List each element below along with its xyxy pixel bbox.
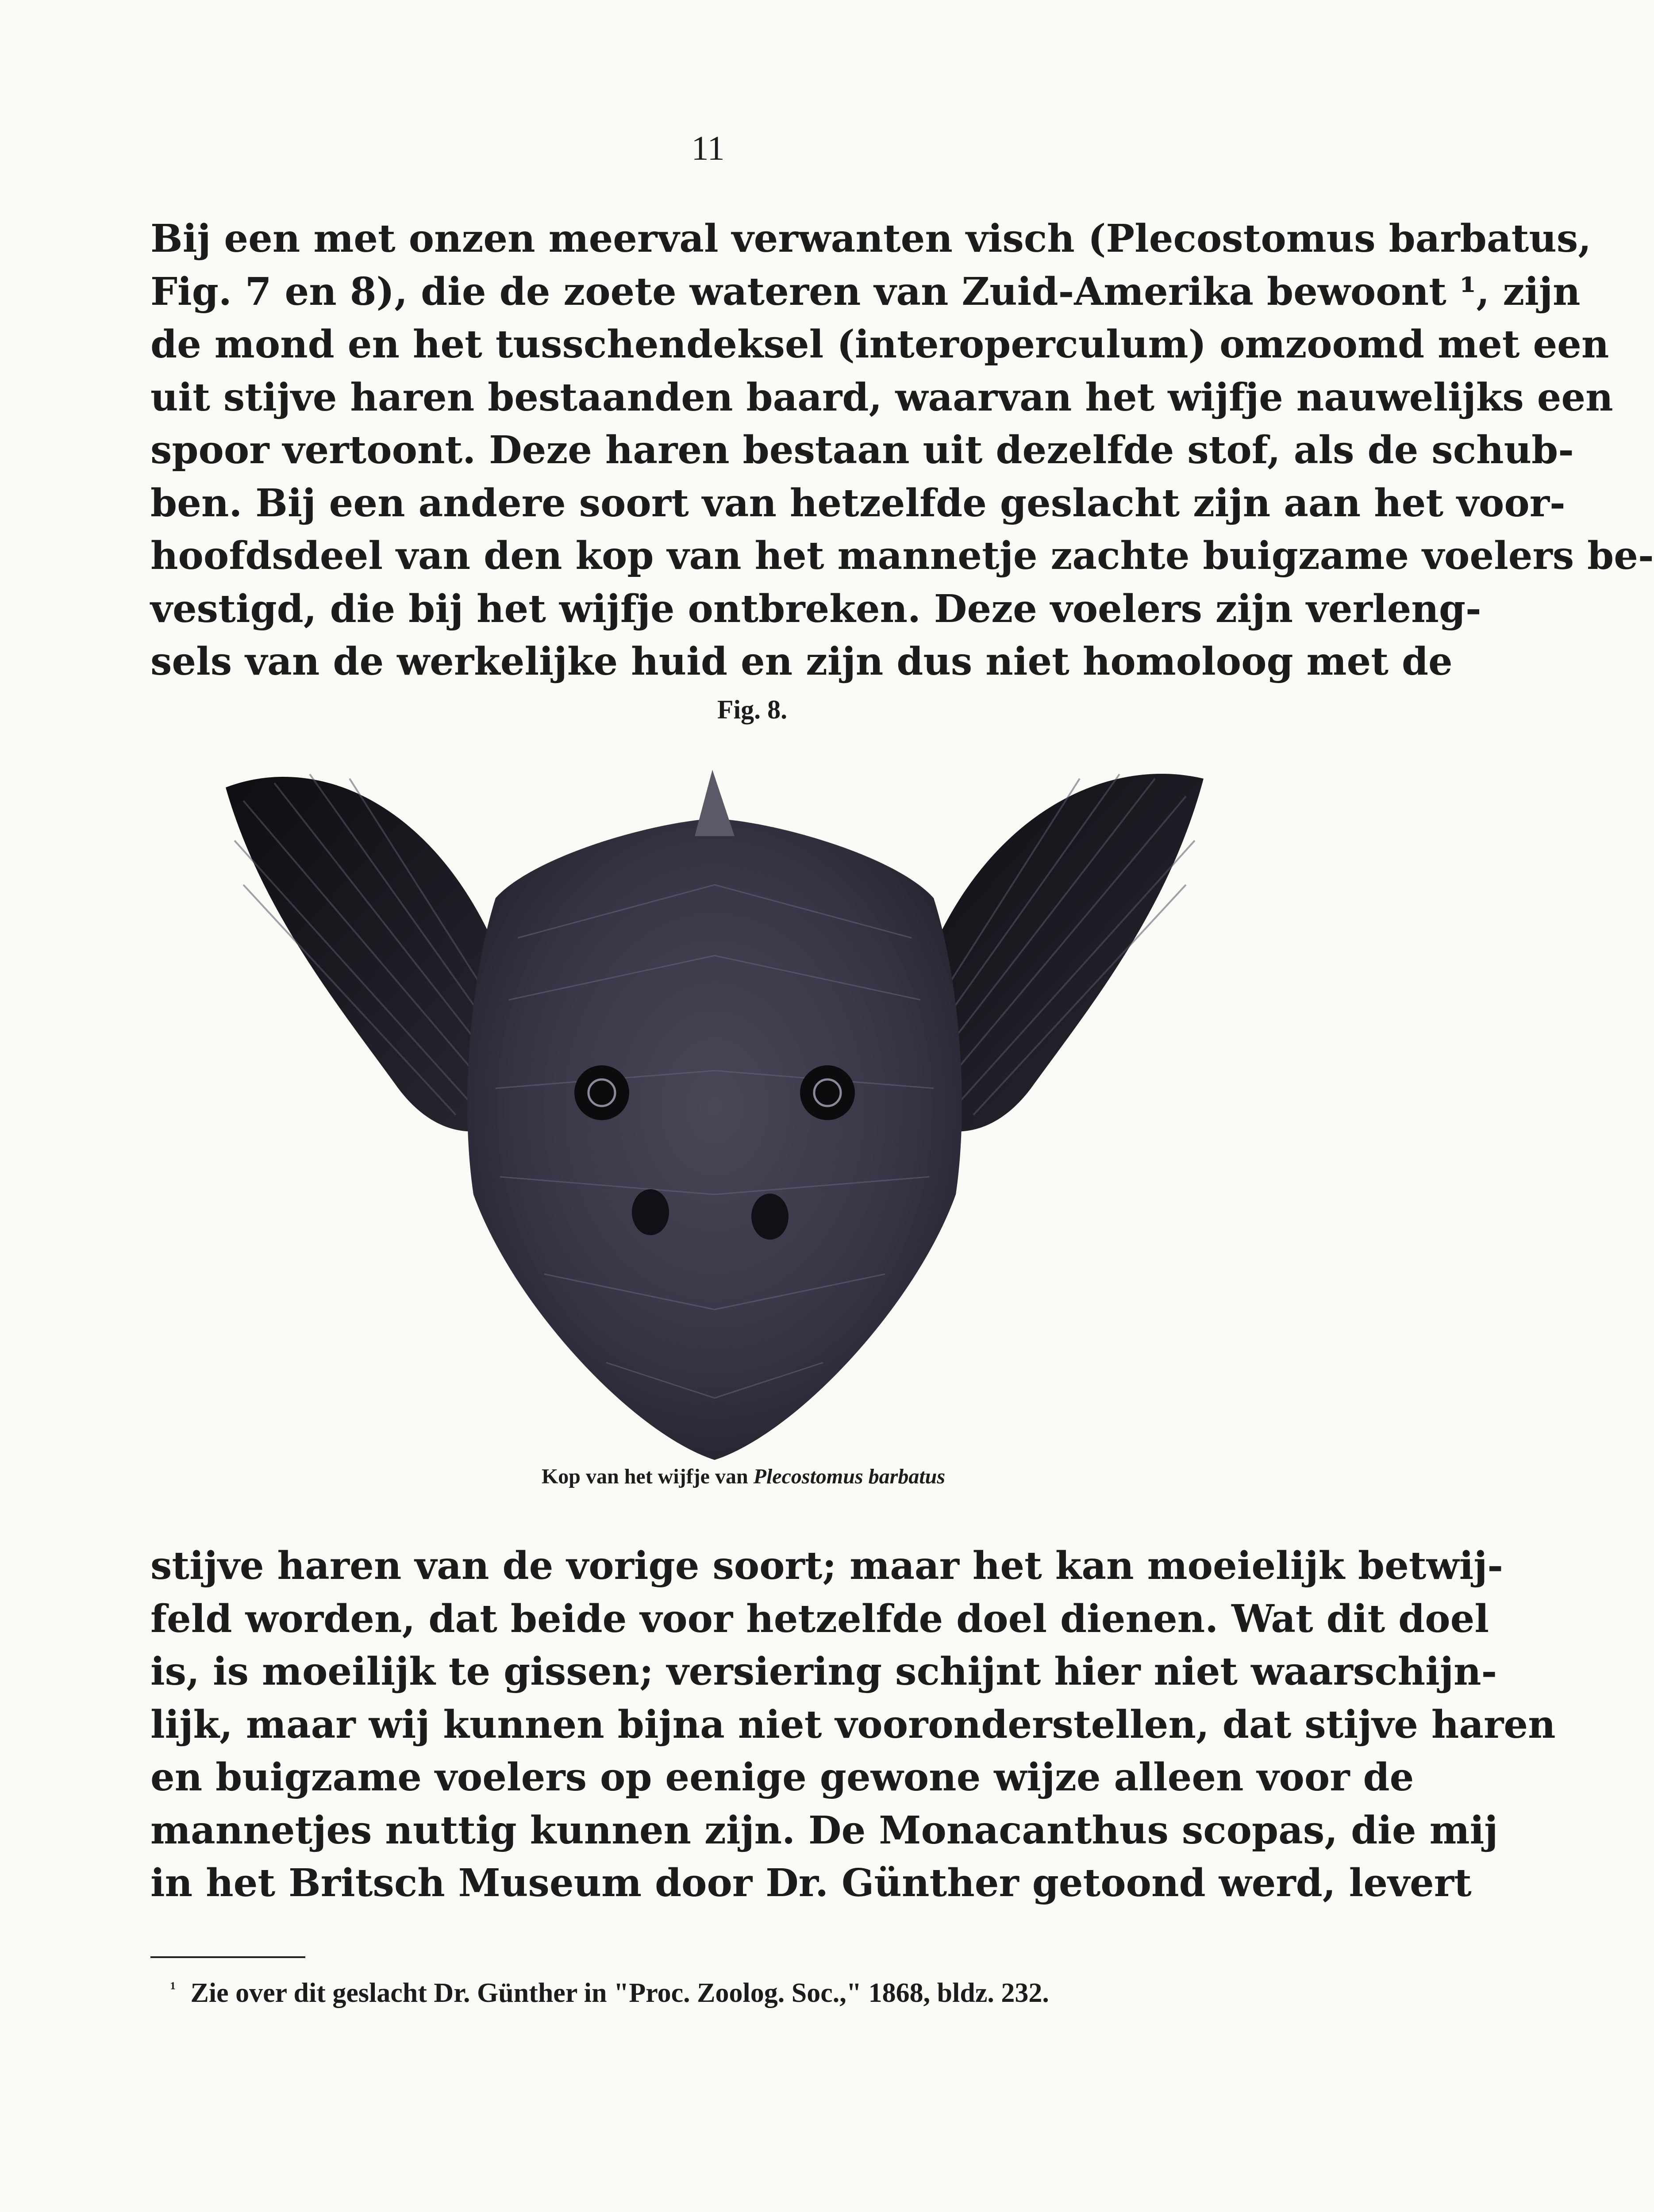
fish-head-illustration <box>208 752 1221 1482</box>
text-line: en buigzame voelers op eenige gewone wijze alleen voor de <box>150 1755 1414 1800</box>
text-line: hoofdsdeel van den kop van het mannetje zachte buigzame voelers be- <box>150 534 1654 578</box>
right-eye-icon <box>800 1065 855 1120</box>
text-line: uit stijve haren bestaanden baard, waarvan het wijfje nauwelijks een <box>150 375 1613 420</box>
text-line: feld worden, dat beide voor hetzelfde doel dienen. Wat dit doel <box>150 1596 1489 1641</box>
page-number: 11 <box>691 129 725 167</box>
figure-caption <box>434 1464 1053 1489</box>
text-line: vestigd, die bij het wijfje ontbreken. Deze voelers zijn verleng- <box>150 586 1481 631</box>
text-line: in het Britsch Museum door Dr. Günther getoond werd, levert <box>150 1861 1472 1905</box>
text-line: Fig. 7 en 8), die de zoete wateren van Zuid-Amerika bewoont ¹, zijn <box>150 269 1581 314</box>
footnote-mark: ¹ <box>170 1978 176 1998</box>
fish-head <box>467 770 962 1460</box>
text-line: is, is moeilijk te gissen; versiering schijnt hier niet waarschijn- <box>150 1649 1497 1694</box>
paragraph-bottom <box>150 1540 1556 1910</box>
caption-species: Plecostomus barbatus <box>753 1465 946 1488</box>
text-line: ben. Bij een andere soort van hetzelfde geslacht zijn aan het voor- <box>150 480 1566 526</box>
caption-text: Kop van het wijfje van <box>541 1465 748 1488</box>
figure-label: Fig. 8. <box>717 695 788 724</box>
footnote-divider <box>150 1956 305 1958</box>
footnote-text: Zie over dit geslacht Dr. Günther in "Proc. Zoolog. Soc.," 1868, bldz. 232. <box>190 1978 1049 2008</box>
paragraph-top <box>150 212 1654 688</box>
text-line: de mond en het tusschendeksel (interoperculum) omzoomd met een <box>150 322 1609 367</box>
left-eye-icon <box>574 1065 629 1120</box>
text-line: lijk, maar wij kunnen bijna niet vooronderstellen, dat stijve haren <box>150 1702 1556 1747</box>
text-line: stijve haren van de vorige soort; maar het kan moeielijk betwij- <box>150 1544 1504 1588</box>
text-line: Bij een met onzen meerval verwanten visch (Plecostomus barbatus, <box>150 216 1592 261</box>
text-line: sels van de werkelijke huid en zijn dus niet homoloog met de <box>150 639 1453 684</box>
text-line: mannetjes nuttig kunnen zijn. De Monacanthus scopas, die mij <box>150 1808 1498 1853</box>
footnote <box>170 1978 1254 2009</box>
text-line: spoor vertoont. Deze haren bestaan uit dezelfde stof, als de schub- <box>150 428 1574 472</box>
